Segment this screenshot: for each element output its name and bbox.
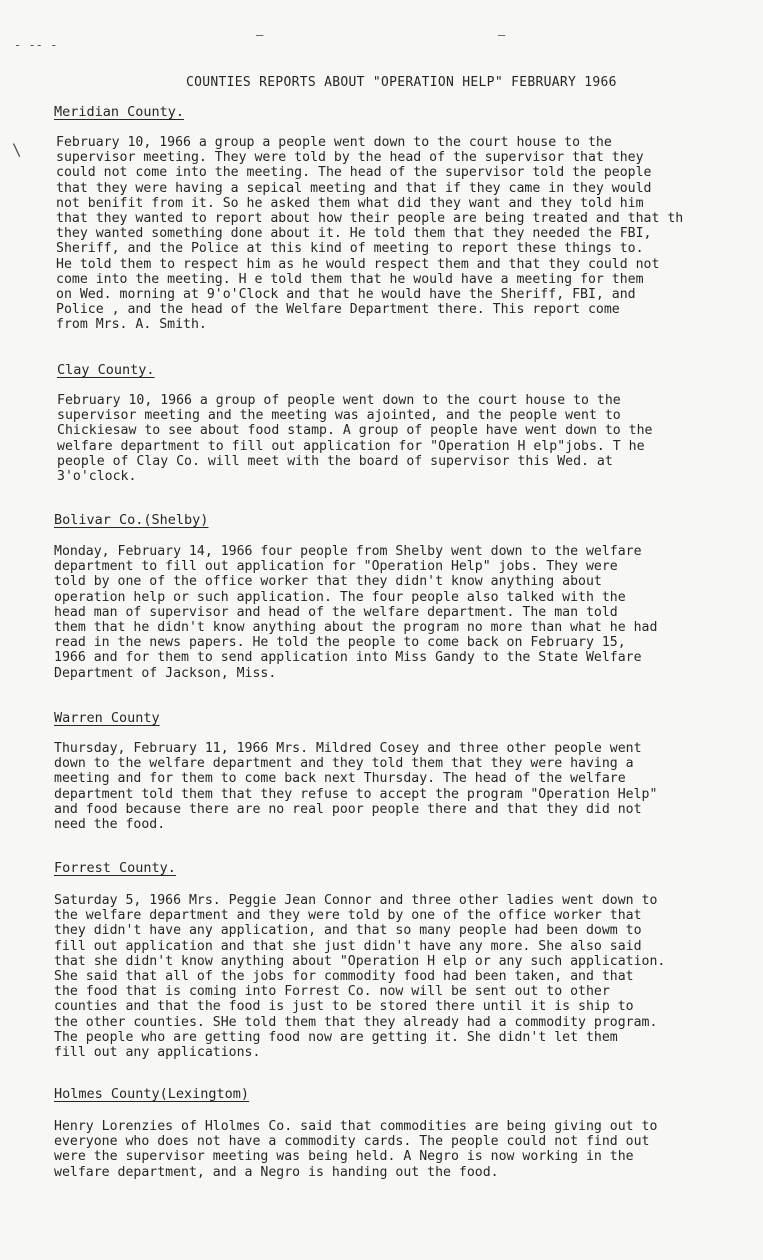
text-line: on Wed. morning at 9'o'Clock and that he would have the Sheriff, FBI, and: [56, 287, 636, 302]
text-line: welfare department, and a Negro is handing out the food.: [54, 1164, 499, 1180]
text-line: they didn't have any application, and that so many people had been dowm to: [54, 923, 642, 939]
text-line: supervisor meeting and the meeting was ajointed, and the people went to: [57, 408, 621, 424]
section-body-bolivar: [54, 544, 658, 711]
text-line: need the food.: [54, 817, 166, 832]
text-line: that they were having a sepical meeting and that if they came in they would: [56, 180, 652, 196]
section-heading-forrest: Forrest County.: [54, 860, 176, 876]
text-line: were the supervisor meeting was being held. A Negro is now working in the: [54, 1149, 634, 1165]
text-line: He told them to respect him as he would respect them and that they could not: [56, 256, 660, 272]
text-line: not benifit from it. So he asked them what did they want and they told him: [56, 195, 644, 211]
text-line: the other counties. SHe told them that they already had a commodity program.: [54, 1014, 658, 1030]
text-line: Department of Jackson, Miss.: [54, 665, 277, 681]
section-body-holmes: [54, 1119, 658, 1210]
text-line: operation help or such application. The four people also talked with the: [54, 589, 626, 605]
text-line: Thursday, February 11, 1966 Mrs. Mildred Cosey and three other people went: [54, 741, 642, 756]
section-body-forrest: [54, 893, 666, 1091]
text-line: read in the news papers. He told the people to come back on February 15,: [54, 635, 626, 651]
text-line: down to the welfare department and they told them that they were having a: [54, 756, 634, 772]
text-line: that they wanted to report about how their people are being treated and that th: [56, 211, 684, 226]
text-line: department to fill out application for "Operation Help" jobs. They were: [54, 559, 618, 575]
text-line: Saturday 5, 1966 Mrs. Peggie Jean Connor and three other ladies went down to: [54, 893, 658, 908]
text-line: 3'o'clock.: [57, 469, 137, 484]
text-line: come into the meeting. H e told them that he would have a meeting for them: [56, 271, 644, 287]
text-line: Police , and the head of the Welfare Department there. This report come: [56, 302, 620, 318]
text-line: head man of supervisor and head of the welfare department. The man told: [54, 604, 618, 620]
text-line: 1966 and for them to send application into Miss Gandy to the State Welfare: [54, 650, 642, 666]
margin-mark: —: [256, 28, 264, 42]
text-line: the welfare department and they were told by one of the office worker that: [54, 908, 642, 924]
text-line: and food because there are no real poor people there and that they did not: [54, 801, 642, 817]
margin-mark: - -- -: [14, 38, 58, 52]
text-line: fill out application and that she just didn't have any more. She also said: [54, 938, 642, 954]
text-line: The people who are getting food now are getting it. She didn't let them: [54, 1029, 618, 1045]
section-heading-clay: Clay County.: [57, 362, 155, 378]
text-line: Henry Lorenzies of Hlolmes Co. said that commodities are being giving out to: [54, 1119, 658, 1134]
document-title: COUNTIES REPORTS ABOUT "OPERATION HELP" FEBRUARY 1966: [186, 75, 617, 90]
text-line: welfare department to fill out application for "Operation H elp"jobs. T he: [57, 438, 645, 454]
text-line: told by one of the office worker that they didn't know anything about: [54, 574, 602, 590]
section-heading-meridian: Meridian County.: [54, 104, 185, 120]
section-heading-warren: Warren County: [54, 710, 160, 726]
text-line: from Mrs. A. Smith.: [56, 317, 207, 333]
text-line: meeting and for them to come back next Thursday. The head of the welfare: [54, 771, 626, 787]
section-body-warren: [54, 741, 658, 863]
text-line: Monday, February 14, 1966 four people from Shelby went down to the welfare: [54, 544, 642, 559]
section-body-clay: [57, 393, 653, 515]
text-line: they wanted something done about it. He told them that they needed the FBI,: [56, 226, 652, 242]
text-line: people of Clay Co. will meet with the board of supervisor this Wed. at: [57, 453, 613, 469]
text-line: that she didn't know anything about "Operation H elp or any such application.: [54, 953, 666, 969]
text-line: the food that is coming into Forrest Co. now will be sent out to other: [54, 984, 610, 1000]
text-line: February 10, 1966 a group of people went down to the court house to the: [57, 393, 621, 408]
margin-mark: —: [498, 28, 506, 42]
text-line: everyone who does not have a commodity cards. The people could not find out: [54, 1134, 650, 1150]
text-line: February 10, 1966 a group a people went down to the court house to the: [56, 135, 612, 150]
text-line: She said that all of the jobs for commodity food had been taken, and that: [54, 969, 634, 984]
margin-mark: \: [12, 140, 22, 159]
text-line: supervisor meeting. They were told by the head of the supervisor that they: [56, 150, 644, 166]
section-heading-bolivar: Bolivar Co.(Shelby): [54, 512, 209, 528]
text-line: Sheriff, and the Police at this kind of meeting to report these things to.: [56, 241, 644, 257]
text-line: counties and that the food is just to be stored there until it is ship to: [54, 999, 634, 1015]
text-line: could not come into the meeting. The head of the supervisor told the people: [56, 165, 652, 181]
text-line: fill out any applications.: [54, 1045, 261, 1060]
text-line: Chickiesaw to see about food stamp. A group of people have went down to the: [57, 423, 653, 439]
section-body-meridian: [56, 135, 684, 363]
text-line: them that he didn't know anything about the program no more than what he had: [54, 620, 658, 635]
section-heading-holmes: Holmes County(Lexingtom): [54, 1086, 250, 1102]
text-line: department told them that they refuse to accept the program "Operation Help": [54, 786, 658, 802]
